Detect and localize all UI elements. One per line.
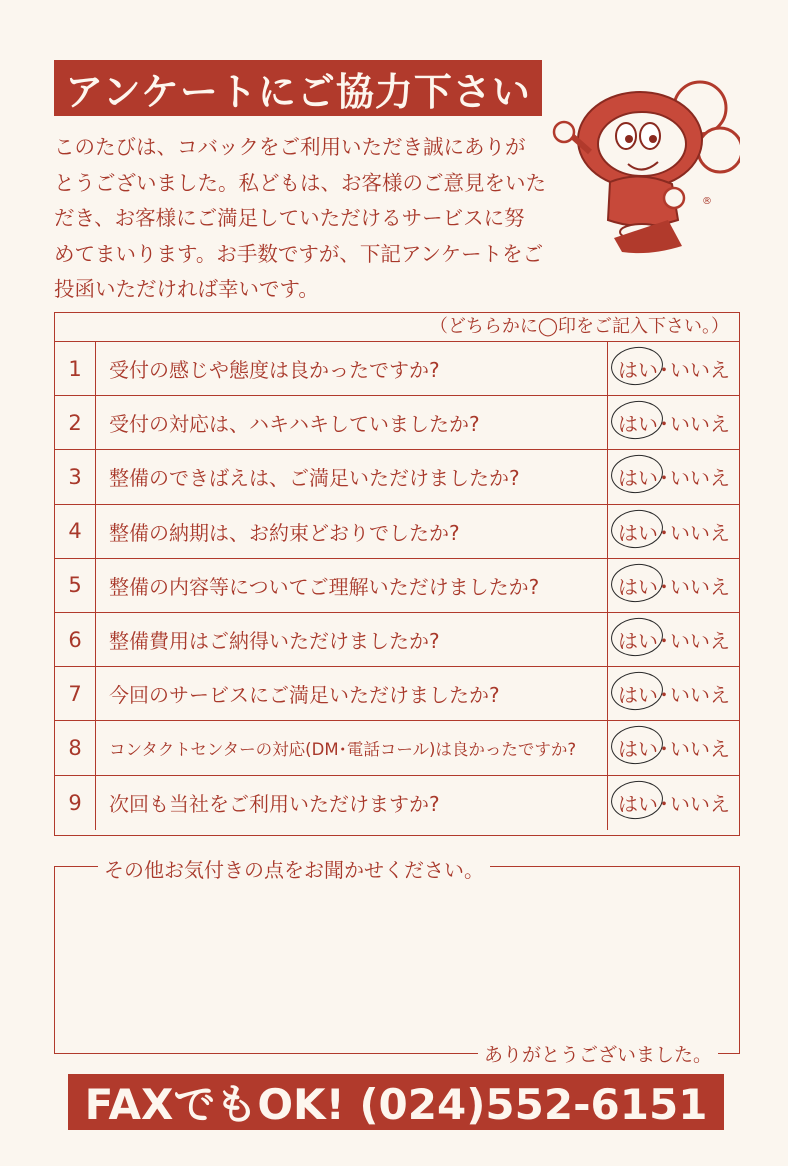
table-row xyxy=(55,342,739,396)
separator: ･ xyxy=(659,412,669,437)
yes-label: はい xyxy=(618,466,658,491)
answer-choices xyxy=(607,667,740,720)
table-row xyxy=(55,613,739,667)
question-number: 8 xyxy=(55,721,96,774)
comments-label: その他お気付きの点をお聞かせください。 xyxy=(98,854,490,883)
separator: ･ xyxy=(659,629,669,654)
question-text: 整備費用はご納得いただけましたか? xyxy=(109,629,440,654)
separator: ･ xyxy=(659,792,669,817)
answer-choices xyxy=(607,721,740,774)
question-number: 2 xyxy=(55,396,96,449)
registered-mark: ® xyxy=(702,196,712,207)
question-text: 整備の内容等についてご理解いただけましたか? xyxy=(109,574,540,599)
question-number: 5 xyxy=(55,559,96,612)
intro-line: めてまいります。お手数ですが、下記アンケートをご xyxy=(54,241,544,266)
question-number: 3 xyxy=(55,450,96,503)
intro-line: だき、お客様にご満足していただけるサービスに努 xyxy=(54,206,525,230)
separator: ･ xyxy=(659,574,669,599)
intro-line: このたびは、コバックをご利用いただき誠にありが xyxy=(54,135,526,159)
question-text: コンタクトセンターの対応(DM･電話コール)は良かったですか? xyxy=(109,739,577,759)
table-row xyxy=(55,505,739,559)
answer-choices xyxy=(607,613,740,666)
survey-instruction: （どちらかに◯印をご記入下さい。） xyxy=(55,313,739,342)
yes-label: はい xyxy=(618,574,658,599)
yes-label: はい xyxy=(618,412,658,437)
yes-option[interactable] xyxy=(618,625,658,654)
intro-text xyxy=(54,130,554,308)
table-row xyxy=(55,450,739,504)
comments-box[interactable] xyxy=(54,866,740,1054)
answer-choices xyxy=(607,505,740,558)
yes-option[interactable] xyxy=(618,788,658,817)
question-number: 9 xyxy=(55,776,96,830)
answer-choices xyxy=(607,396,740,449)
table-row xyxy=(55,721,739,775)
question-number: 4 xyxy=(55,505,96,558)
yes-option[interactable] xyxy=(618,679,658,708)
question-number: 6 xyxy=(55,613,96,666)
page-title: アンケートにご協力下さい xyxy=(54,60,542,116)
yes-option[interactable] xyxy=(618,571,658,600)
thanks-text: ありがとうございました。 xyxy=(478,1040,718,1067)
yes-label: はい xyxy=(618,520,658,545)
mascot-character-icon xyxy=(550,70,740,260)
question-text: 今回のサービスにご満足いただけましたか? xyxy=(109,683,500,708)
answer-choices xyxy=(607,342,740,395)
no-option[interactable]: いいえ xyxy=(670,466,730,491)
yes-option[interactable] xyxy=(618,733,658,762)
question-number: 7 xyxy=(55,667,96,720)
table-row xyxy=(55,776,739,830)
question-text: 受付の対応は、ハキハキしていましたか? xyxy=(109,412,480,437)
table-row xyxy=(55,396,739,450)
separator: ･ xyxy=(659,683,669,708)
question-number: 1 xyxy=(55,342,96,395)
no-option[interactable]: いいえ xyxy=(670,574,730,599)
question-text: 整備の納期は、お約束どおりでしたか? xyxy=(109,520,460,545)
intro-line: 投函いただければ幸いです。 xyxy=(54,277,319,301)
no-option[interactable]: いいえ xyxy=(670,412,730,437)
separator: ･ xyxy=(659,358,669,383)
no-option[interactable]: いいえ xyxy=(670,520,730,545)
answer-choices xyxy=(607,559,740,612)
no-option[interactable]: いいえ xyxy=(670,358,730,383)
no-option[interactable]: いいえ xyxy=(670,629,730,654)
no-option[interactable]: いいえ xyxy=(670,683,730,708)
yes-option[interactable] xyxy=(618,462,658,491)
yes-label: はい xyxy=(618,683,658,708)
no-option[interactable]: いいえ xyxy=(670,737,730,762)
yes-label: はい xyxy=(618,358,658,383)
question-text: 次回も当社をご利用いただけますか? xyxy=(109,792,440,817)
answer-choices xyxy=(607,450,740,503)
separator: ･ xyxy=(659,737,669,762)
question-text: 受付の感じや態度は良かったですか? xyxy=(109,358,440,383)
separator: ･ xyxy=(659,520,669,545)
table-row xyxy=(55,667,739,721)
yes-label: はい xyxy=(618,737,658,762)
no-option[interactable]: いいえ xyxy=(670,792,730,817)
survey-table xyxy=(54,312,740,836)
answer-choices xyxy=(607,776,740,830)
yes-option[interactable] xyxy=(618,354,658,383)
yes-label: はい xyxy=(618,629,658,654)
table-row xyxy=(55,559,739,613)
intro-line: とうございました。私どもは、お客様のご意見をいた xyxy=(54,170,546,195)
yes-label: はい xyxy=(618,792,658,817)
yes-option[interactable] xyxy=(618,517,658,546)
yes-option[interactable] xyxy=(618,408,658,437)
fax-banner: FAXでもOK! (024)552-6151 xyxy=(68,1074,724,1130)
question-text: 整備のできばえは、ご満足いただけましたか? xyxy=(109,466,520,491)
separator: ･ xyxy=(659,466,669,491)
